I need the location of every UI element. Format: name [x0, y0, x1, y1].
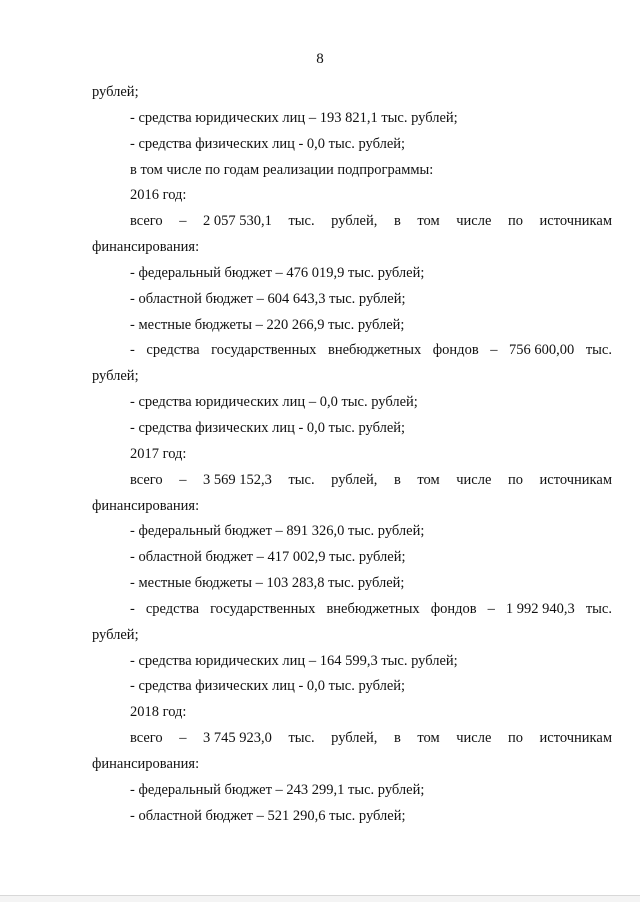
text-word: источникам: [539, 213, 612, 230]
text-line: - областной бюджет – 521 290,6 тыс. рублей;: [130, 807, 406, 824]
text-line: 2016 год:: [130, 187, 187, 204]
text-word: –: [179, 471, 187, 488]
text-word: рублей,: [331, 730, 378, 747]
text-line: [92, 726, 612, 752]
text-line: [92, 338, 612, 364]
text-word: по: [507, 471, 523, 488]
text-line: - местные бюджеты – 220 266,9 тыс. рублей;: [130, 316, 405, 333]
text-word: в: [393, 730, 401, 747]
document-body: [92, 80, 612, 829]
text-word: фондов: [430, 600, 477, 617]
text-line: - федеральный бюджет – 243 299,1 тыс. рублей;: [130, 781, 425, 798]
text-line: - средства юридических лиц – 0,0 тыс. рублей;: [130, 394, 418, 411]
text-line: - местные бюджеты – 103 283,8 тыс. рублей;: [130, 575, 405, 592]
text-word: числе: [456, 213, 492, 230]
text-line: 2018 год:: [130, 704, 187, 721]
text-word: рублей,: [331, 471, 378, 488]
text-word: по: [507, 213, 523, 230]
text-line: в том числе по годам реализации подпрограммы:: [130, 161, 434, 178]
text-word: фондов: [432, 342, 479, 359]
text-word: тыс.: [585, 600, 612, 617]
text-word: государственных: [211, 342, 317, 359]
text-word: всего: [130, 730, 163, 747]
text-line: - средства физических лиц - 0,0 тыс. рублей;: [130, 135, 406, 152]
text-line: - средства юридических лиц – 164 599,3 тыс. рублей;: [130, 652, 458, 669]
text-word: по: [507, 730, 523, 747]
text-word: источникам: [539, 730, 612, 747]
text-word: –: [179, 213, 187, 230]
text-word: средства: [146, 342, 200, 359]
text-word: внебюджетных: [326, 600, 420, 617]
text-word: в: [393, 471, 401, 488]
text-word: в: [393, 213, 401, 230]
text-word: средства: [145, 600, 200, 617]
text-line: - областной бюджет – 604 643,3 тыс. рублей;: [130, 290, 406, 307]
text-line: - федеральный бюджет – 891 326,0 тыс. рублей;: [130, 523, 425, 540]
text-line: финансирования:: [92, 497, 200, 514]
text-word: тыс.: [288, 213, 315, 230]
text-word: тыс.: [288, 471, 315, 488]
scan-bottom-edge: [0, 895, 640, 902]
text-word: государственных: [210, 600, 316, 617]
text-line: - средства физических лиц - 0,0 тыс. рублей;: [130, 419, 406, 436]
text-line: - средства юридических лиц – 193 821,1 тыс. рублей;: [130, 109, 458, 126]
text-line: [92, 209, 612, 235]
text-word: 2 057 530,1: [203, 213, 272, 230]
text-word: всего: [130, 471, 163, 488]
text-word: –: [179, 730, 187, 747]
text-line: - средства физических лиц - 0,0 тыс. рублей;: [130, 678, 406, 695]
page-number: 8: [316, 51, 324, 67]
text-word: тыс.: [288, 730, 315, 747]
text-word: 3 745 923,0: [203, 730, 272, 747]
text-word: –: [490, 342, 498, 359]
text-line: [92, 597, 612, 623]
text-word: –: [487, 600, 495, 617]
text-line: 2017 год:: [130, 445, 187, 462]
text-line: финансирования:: [92, 239, 200, 256]
text-line: рублей;: [92, 626, 139, 643]
text-word: 1 992 940,3: [505, 600, 575, 617]
text-word: внебюджетных: [327, 342, 422, 359]
text-word: -: [130, 600, 135, 617]
text-line: - федеральный бюджет – 476 019,9 тыс. рублей;: [130, 264, 425, 281]
text-word: тыс.: [585, 342, 612, 359]
text-line: - областной бюджет – 417 002,9 тыс. рублей;: [130, 549, 406, 566]
text-word: -: [130, 342, 135, 359]
text-word: числе: [456, 471, 492, 488]
text-word: источникам: [539, 471, 612, 488]
text-word: том: [417, 471, 440, 488]
text-line: рублей;: [92, 368, 139, 385]
text-line: финансирования:: [92, 755, 200, 772]
text-word: 756 600,00: [509, 342, 575, 359]
text-line: рублей;: [92, 84, 139, 100]
text-word: 3 569 152,3: [203, 471, 272, 488]
text-word: всего: [130, 213, 163, 230]
text-word: том: [417, 213, 440, 230]
text-line: [92, 468, 612, 494]
text-word: том: [417, 730, 440, 747]
text-word: числе: [456, 730, 492, 747]
text-word: рублей,: [331, 213, 378, 230]
